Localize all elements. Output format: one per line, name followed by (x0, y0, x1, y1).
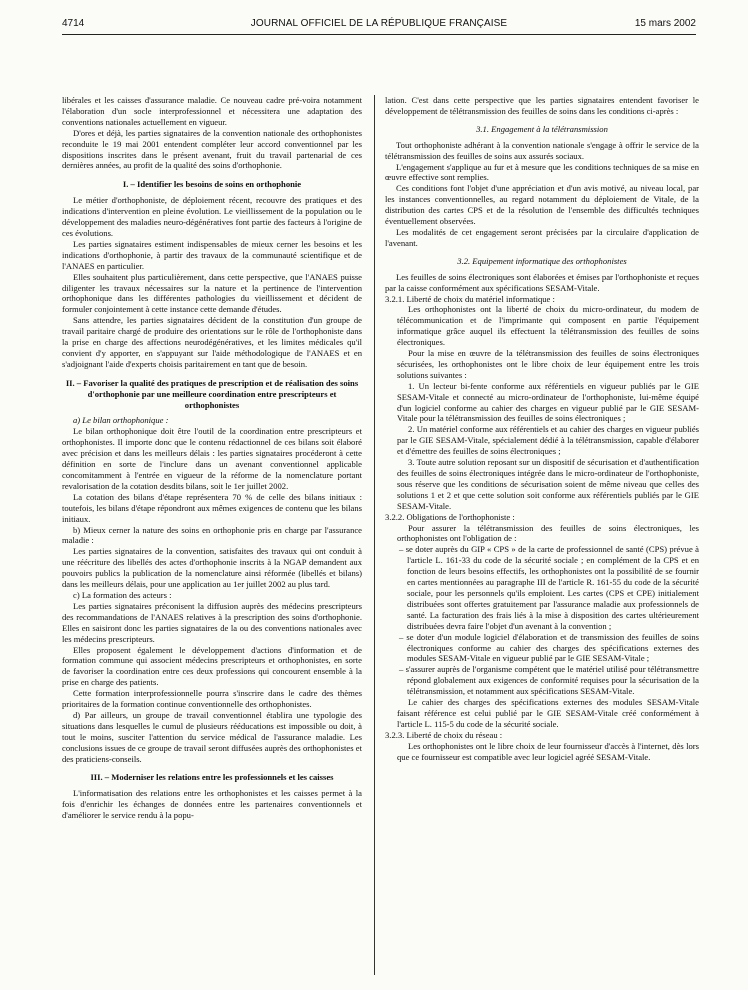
journal-title: JOURNAL OFFICIEL DE LA RÉPUBLIQUE FRANÇAISE (250, 18, 508, 29)
paragraph: Le bilan orthophonique doit être l'outil de la coordination entre prescripteurs et orthophonistes. Il importe donc que le contenu rédactionnel de ces bilans soit élaboré avec précision et dans les meilleurs délais : les parties signataires procéderont à cette définition en sorte de l'inclure dans un avenant conventionnel applicable concomitamment à l'entrée en vigueur de la réforme de la nomenclature portant revalorisation de la cotation desdits bilans, soit le 1er juillet 2002. (62, 426, 362, 491)
paragraph: Les modalités de cet engagement seront précisées par la circulaire d'application de l'avenant. (385, 226, 699, 248)
paragraph: Les orthophonistes ont le libre choix de leur fournisseur d'accès à l'internet, dès lors que ce fournisseur est compatible avec leur logiciel agréé SESAM-Vitale. (397, 740, 699, 762)
left-column (62, 95, 362, 821)
paragraph: Elles souhaitent plus particulièrement, dans cette perspective, que l'ANAES puisse diligenter les travaux nécessaires sur la nature et la pertinence de l'intervention orthophonique dans les différentes pathologies du vieillissement et décident de formuler conjointement à cette instance cette demande d'études. (62, 271, 362, 315)
paragraph: Elles proposent également le développement d'actions d'information et de formation commune qui associent médecins prescripteurs et orthophonistes, en sorte de favoriser la coordination entre ces deux professions qui concourent ensemble à la prise en charge des patients. (62, 644, 362, 688)
column-divider (374, 95, 375, 975)
list-item: – se doter auprès du GIP « CPS » de la carte de professionnel de santé (CPS) prévue à l'article L. 161-33 du code de la sécurité sociale ; en complément de la CPS et en fonction de leurs besoins effectifs, les orthophonistes ont la possibilité de se fournir en cartes mentionnées au paragraphe III de l'article R. 161-55 du code de la sécurité sociale, pour les personnels qu'ils emploient. Les cartes (CPS et CPE) initialement distribuées sont offertes gratuitement par l'assurance maladie aux professionnels de santé. La facturation des frais liés à la mise à disposition des cartes ultérieurement distribuées devra faire l'objet d'un avenant à la convention ; (399, 544, 699, 631)
page-header (62, 18, 696, 32)
subheading: c) La formation des acteurs : (73, 589, 172, 600)
subheading: a) Le bilan orthophonique : (73, 415, 169, 426)
paragraph: Les parties signataires de la convention, satisfaites des travaux qui ont conduit à une réécriture des libellés des actes d'orthophonie inscrits à la NGAP demandent aux pouvoirs publics la publication de la nomenclature ainsi réformée (libellés et bilans) dans les meilleurs délais, pour une application au 1er juillet 2002 au plus tard. (62, 546, 362, 590)
paragraph: Pour assurer la télétransmission des feuilles de soins électroniques, les orthophonistes ont l'obligation de : (397, 522, 699, 544)
paragraph: Ces conditions font l'objet d'une appréciation et d'un avis motivé, au niveau local, par les instances conventionnelles, au regard notamment du déploiement de Vitale, de la distribution des cartes CPS et de la résolution de l'ensemble des difficultés techniques éventuellement observées. (385, 183, 699, 227)
paragraph: Sans attendre, les parties signataires décident de la constitution d'un groupe de travail paritaire chargé de produire des orientations sur le rôle de l'orthophoniste dans la prise en charge des affections neurodégénératives, et les limites médicales qu'il convient d'y apporter, en s'appuyant sur l'aide méthodologique de l'ANAES et en s'adjoignant l'aide d'experts choisis paritairement en tant que de besoin. (62, 315, 362, 369)
section-title: I. – Identifier les besoins de soins en orthophonie (122, 179, 302, 190)
paragraph: D'ores et déjà, les parties signataires de la convention nationale des orthophonistes reconduite le 19 mai 2001 entendent compléter leur accord conventionnel par les dispositions inscrites dans le présent avenant, fruit du travail partenarial de ces dernières années, au profit de la qualité des soins d'orthophonie. (62, 127, 362, 171)
list-item: – se doter d'un module logiciel d'élaboration et de transmission des feuilles de soins électroniques conforme au cahier des charges des spécifications externes des modules SESAM-Vitale en vigueur publié par le GIE SESAM-Vitale ; (399, 631, 699, 664)
clause-title: 3.2.3. Liberté de choix du réseau : (385, 729, 503, 740)
clause-title: 3.2.1. Liberté de choix du matériel informatique : (385, 293, 555, 304)
paragraph: La cotation des bilans d'étape représentera 70 % de celle des bilans initiaux : toutefois, les bilans d'étape répondront aux mêmes exigences de contenu que les bilans initiaux. (62, 491, 362, 524)
paragraph: L'engagement s'applique au fur et à mesure que les conditions techniques de sa mise en œuvre effective sont remplies. (385, 161, 699, 183)
paragraph: Les parties signataires estiment indispensables de mieux cerner les besoins et les indications d'orthophonie, à partir des travaux de la communauté scientifique et de l'ANAES en particulier. (62, 238, 362, 271)
header-rule (62, 34, 696, 35)
list-item: 3. Toute autre solution reposant sur un dispositif de sécurisation et d'authentification des feuilles de soins électroniques intégrée dans le micro-ordinateur de l'orthophoniste, sous réserve que les conditions de sécurisation soient de même niveau que celles des solutions 1 et 2 et que cette solution soit conforme aux référentiels publiés par le GIE SESAM-Vitale. (397, 457, 699, 511)
paragraph: L'informatisation des relations entre les orthophonistes et les caisses permet à la fois d'enrichir les échanges de données entre les partenaires conventionnels et d'améliorer le service rendu à la popu- (62, 788, 362, 821)
paragraph: Les feuilles de soins électroniques sont élaborées et émises par l'orthophoniste et reçues par la caisse conformément aux spécifications SESAM-Vitale. (385, 271, 699, 293)
paragraph: Cette formation interprofessionnelle pourra s'inscrire dans le cadre des thèmes prioritaires de la formation continue conventionnelle des orthophonistes. (62, 688, 362, 710)
paragraph: Tout orthophoniste adhérant à la convention nationale s'engage à offrir le service de la télétransmission des feuilles de soins aux assurés sociaux. (385, 139, 699, 161)
paragraph: libérales et les caisses d'assurance maladie. Ce nouveau cadre pré-voira notamment l'élaboration d'un socle interprofessionnel et nécessitera une adaptation des conventions nationales actuellement en vigueur. (62, 95, 362, 127)
section-title: II. – Favoriser la qualité des pratiques de prescription et de réalisation des soins d'orthophonie par une meilleure coordination entre prescripteurs et orthophonistes (65, 377, 359, 410)
list-item: 1. Un lecteur bi-fente conforme aux référentiels en vigueur publiés par le GIE SESAM-Vitale et connecté au micro-ordinateur de l'orthophoniste, lui-même équipé d'un logiciel conforme au cahier des charges en vigueur publié par le GIE SESAM-Vitale pour la télétransmission des feuilles de soins électroniques ; (397, 380, 699, 424)
paragraph: Pour la mise en œuvre de la télétransmission des feuilles de soins électroniques sécurisées, les orthophonistes ont le libre choix de leur équipement entre les trois solutions suivantes : (397, 348, 699, 380)
paragraph: Le métier d'orthophoniste, de déploiement récent, recouvre des pratiques et des indications d'intervention en pleine évolution. Le vieillissement de la population ou le développement des maladies neuro-dégénératives font partie des facteurs à l'origine de ces évolutions. (62, 195, 362, 238)
subheading: b) Mieux cerner la nature des soins en orthophonie pris en charge par l'assurance maladie : (62, 524, 362, 546)
list-item: 2. Un matériel conforme aux référentiels et au cahier des charges en vigueur publiés par le GIE SESAM-Vitale, spécialement dédié à la télétransmission, capable d'élaborer et d'émettre des feuilles de soins électroniques ; (397, 424, 699, 457)
paragraph: d) Par ailleurs, un groupe de travail conventionnel établira une typologie des situations dans lesquelles le cumul de plusieurs rééducations est impossible ou doit, à tout le moins, susciter l'attention du service médical de l'assurance maladie. Les conclusions issues de ce groupe de travail seront diffusées auprès des orthophonistes et des praticiens-conseils. (62, 709, 362, 764)
subsection-title: 3.2. Equipement informatique des orthophonistes (457, 255, 627, 266)
paragraph: lation. C'est dans cette perspective que les parties signataires entendent favoriser le développement de télétransmission des feuilles de soins dans les conditions ci-après : (385, 95, 699, 116)
publication-date: 15 mars 2002 (634, 18, 696, 29)
paragraph: Les parties signataires préconisent la diffusion auprès des médecins prescripteurs des recommandations de l'ANAES relatives à la prescription des soins d'orthophonie. Elles en saisiront donc les parties signataires de la ou des conventions nationales avec les médecins prescripteurs. (62, 600, 362, 644)
section-title: III. – Moderniser les relations entre les professionnels et les caisses (90, 772, 334, 783)
paragraph: Le cahier des charges des spécifications externes des modules SESAM-Vitale faisant référence est celui publié par le GIE SESAM-Vitale créé conformément à l'article L. 115-5 du code de la sécurité sociale. (397, 697, 699, 729)
subsection-title: 3.1. Engagement à la télétransmission (476, 123, 608, 134)
list-item: – s'assurer auprès de l'organisme compétent que le matériel utilisé pour télétransmettre répond globalement aux exigences de conformité requises pour la sécurisation de la télétransmission, et notamment aux spécifications SESAM-Vitale. (399, 664, 699, 697)
page-number: 4714 (62, 18, 85, 29)
paragraph: Les orthophonistes ont la liberté de choix du micro-ordinateur, du modem de télécommunication et de l'imprimante qui composent en partie l'équipement informatique grâce auquel ils effectuent la télétransmission des feuilles de soins électroniques. (397, 304, 699, 348)
right-column (385, 95, 699, 762)
clause-title: 3.2.2. Obligations de l'orthophoniste : (385, 511, 515, 522)
